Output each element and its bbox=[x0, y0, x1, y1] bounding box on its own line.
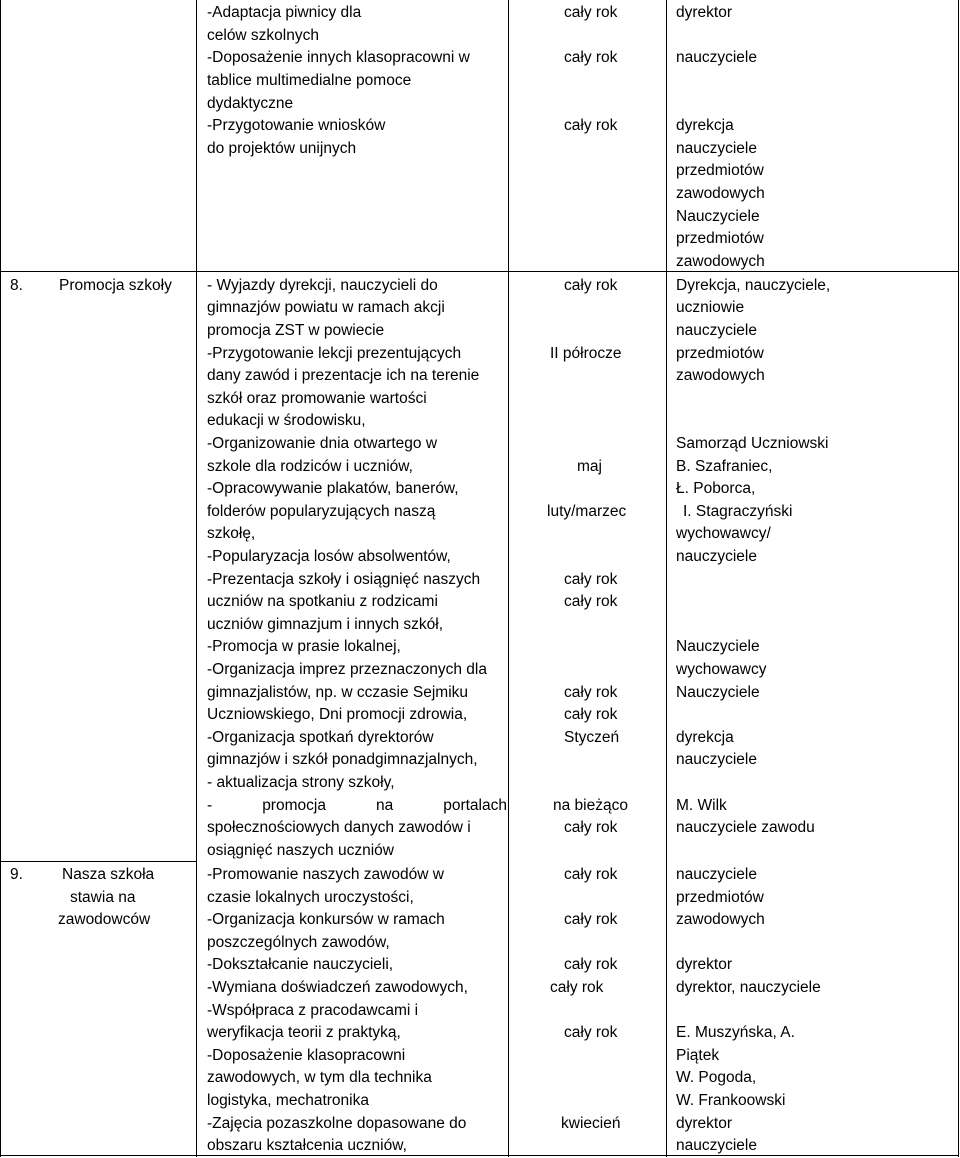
responsible-entry: Ł. Poborca, bbox=[676, 480, 756, 497]
justified-word: promocja bbox=[262, 797, 326, 814]
activity-line: szkole dla rodziców i uczniów, bbox=[207, 458, 413, 475]
activity-line: -Współpraca z pracodawcami i bbox=[207, 1002, 419, 1019]
activity-line: -Promowanie naszych zawodów w bbox=[207, 866, 444, 883]
responsible-entry: przedmiotów bbox=[676, 889, 764, 906]
activity-line: -Wymiana doświadczeń zawodowych, bbox=[207, 979, 468, 996]
activity-line: uczniów na spotkaniu z rodzicami bbox=[207, 593, 438, 610]
responsible-entry: dyrekcja bbox=[676, 729, 734, 746]
responsible-entry: zawodowych bbox=[676, 253, 765, 270]
activity-line: gimnazjalistów, np. w cczasie Sejmiku bbox=[207, 684, 469, 701]
activity-line: -Doposażenie klasopracowni bbox=[207, 1047, 406, 1064]
responsible-entry: W. Frankoowski bbox=[676, 1092, 786, 1109]
responsible-entry: przedmiotów bbox=[676, 345, 764, 362]
schedule-entry: cały rok bbox=[564, 866, 618, 883]
activity-line: czasie lokalnych uroczystości, bbox=[207, 889, 414, 906]
responsible-entry: zawodowych bbox=[676, 185, 765, 202]
activity-line: weryfikacja teorii z praktyką, bbox=[207, 1024, 401, 1041]
activity-line: -Opracowywanie plakatów, banerów, bbox=[207, 480, 459, 497]
responsible-entry: B. Szafraniec, bbox=[676, 458, 773, 475]
responsible-entry: W. Pogoda, bbox=[676, 1069, 757, 1086]
schedule-entry: cały rok bbox=[564, 956, 618, 973]
table-border-right bbox=[958, 0, 959, 1157]
row-divider-8 bbox=[0, 271, 959, 272]
schedule-entry: cały rok bbox=[564, 706, 618, 723]
responsible-entry: dyrektor bbox=[676, 1115, 732, 1132]
activity-line: tablice multimedialne pomoce bbox=[207, 72, 412, 89]
responsible-entry: M. Wilk bbox=[676, 797, 727, 814]
column-divider-2 bbox=[508, 0, 509, 1157]
activity-line: do projektów unijnych bbox=[207, 140, 357, 157]
responsible-entry: zawodowych bbox=[676, 367, 765, 384]
responsible-entry: nauczyciele bbox=[676, 866, 757, 883]
activity-line: -Adaptacja piwnicy dla bbox=[207, 4, 362, 21]
activity-line: poszczególnych zawodów, bbox=[207, 934, 390, 951]
activity-line: -Dokształcanie nauczycieli, bbox=[207, 956, 394, 973]
responsible-entry: nauczyciele bbox=[676, 548, 757, 565]
row-divider-9 bbox=[0, 861, 197, 862]
activity-line: -Popularyzacja losów absolwentów, bbox=[207, 548, 451, 565]
activity-line: edukacji w środowisku, bbox=[207, 412, 366, 429]
activity-line: - aktualizacja strony szkoły, bbox=[207, 774, 395, 791]
activity-line: -Organizacja imprez przeznaczonych dla bbox=[207, 661, 487, 678]
responsible-entry: nauczyciele bbox=[676, 322, 757, 339]
row-9-title-line: zawodowców bbox=[58, 911, 151, 928]
responsible-entry: wychowawcy/ bbox=[676, 525, 771, 542]
activity-line: szkół oraz promowanie wartości bbox=[207, 390, 427, 407]
activity-line: -Organizacja konkursów w ramach bbox=[207, 911, 445, 928]
activity-line: -Prezentacja szkoły i osiągnięć naszych bbox=[207, 571, 481, 588]
schedule-entry: cały rok bbox=[564, 49, 618, 66]
activity-line: szkołę, bbox=[207, 525, 256, 542]
justified-word: - bbox=[207, 797, 213, 814]
schedule-entry: Styczeń bbox=[564, 729, 620, 746]
activity-line: -Przygotowanie wniosków bbox=[207, 117, 386, 134]
responsible-entry: przedmiotów bbox=[676, 162, 764, 179]
justified-word: portalach bbox=[443, 797, 507, 814]
activity-line: -Doposażenie innych klasopracowni w bbox=[207, 49, 470, 66]
responsible-entry: dyrektor bbox=[676, 4, 732, 21]
responsible-entry: Nauczyciele bbox=[676, 208, 760, 225]
schedule-entry: maj bbox=[577, 458, 602, 475]
justified-word: na bbox=[375, 797, 394, 814]
responsible-entry: przedmiotów bbox=[676, 230, 764, 247]
responsible-entry: wychowawcy bbox=[676, 661, 767, 678]
responsible-entry: nauczyciele zawodu bbox=[676, 819, 815, 836]
responsible-entry: Nauczyciele bbox=[676, 638, 760, 655]
schedule-entry: cały rok bbox=[564, 4, 618, 21]
responsible-entry: dyrekcja bbox=[676, 117, 734, 134]
column-divider-3 bbox=[666, 0, 667, 1157]
schedule-entry: cały rok bbox=[564, 571, 618, 588]
schedule-entry: cały rok bbox=[564, 684, 618, 701]
schedule-entry: luty/marzec bbox=[547, 503, 627, 520]
schedule-entry: cały rok bbox=[550, 979, 604, 996]
schedule-entry: cały rok bbox=[564, 819, 618, 836]
activity-line: zawodowych, w tym dla technika bbox=[207, 1069, 432, 1086]
column-divider-1 bbox=[196, 0, 197, 1157]
responsible-entry: uczniowie bbox=[676, 299, 745, 316]
row-9-number: 9. bbox=[10, 866, 23, 883]
activity-line: obszaru kształcenia uczniów, bbox=[207, 1137, 407, 1154]
activity-line: Uczniowskiego, Dni promocji zdrowia, bbox=[207, 706, 468, 723]
activity-line: społecznościowych danych zawodów i bbox=[207, 819, 471, 836]
schedule-entry: cały rok bbox=[564, 277, 618, 294]
activity-line: -Przygotowanie lekcji prezentujących bbox=[207, 345, 462, 362]
activity-line: logistyka, mechatronika bbox=[207, 1092, 369, 1109]
schedule-entry: II półrocze bbox=[550, 345, 622, 362]
responsible-entry: Nauczyciele bbox=[676, 684, 760, 701]
activity-line: uczniów gimnazjum i innych szkół, bbox=[207, 616, 444, 633]
responsible-entry: nauczyciele bbox=[676, 1137, 757, 1154]
table-border-left bbox=[0, 0, 1, 1157]
responsible-entry: Piątek bbox=[676, 1047, 720, 1064]
activity-line: gimnazjów powiatu w ramach akcji bbox=[207, 299, 445, 316]
activity-line-justified bbox=[207, 795, 507, 818]
activity-line: -Organizacja spotkań dyrektorów bbox=[207, 729, 434, 746]
activity-line: - Wyjazdy dyrekcji, nauczycieli do bbox=[207, 277, 438, 294]
activity-line: celów szkolnych bbox=[207, 27, 319, 44]
schedule-entry: cały rok bbox=[564, 117, 618, 134]
responsible-entry: nauczyciele bbox=[676, 140, 757, 157]
table-border-bottom bbox=[0, 1155, 959, 1156]
responsible-entry: I. Stagraczyński bbox=[683, 503, 793, 520]
responsible-entry: dyrektor, nauczyciele bbox=[676, 979, 821, 996]
activity-line: osiągnięć naszych uczniów bbox=[207, 842, 394, 859]
schedule-entry: cały rok bbox=[564, 593, 618, 610]
schedule-entry: cały rok bbox=[564, 911, 618, 928]
row-9-title-line: Nasza szkoła bbox=[62, 866, 155, 883]
schedule-entry: na bieżąco bbox=[553, 797, 628, 814]
row-8-title: Promocja szkoły bbox=[59, 277, 172, 294]
activity-line: -Promocja w prasie lokalnej, bbox=[207, 638, 401, 655]
row-8-number: 8. bbox=[10, 277, 23, 294]
activity-line: gimnazjów i szkół ponadgimnazjalnych, bbox=[207, 751, 478, 768]
activity-line: -Zajęcia pozaszkolne dopasowane do bbox=[207, 1115, 467, 1132]
activity-line: folderów popularyzujących naszą bbox=[207, 503, 436, 520]
activity-line: dydaktyczne bbox=[207, 95, 294, 112]
activity-line: -Organizowanie dnia otwartego w bbox=[207, 435, 438, 452]
responsible-entry: Samorząd Uczniowski bbox=[676, 435, 829, 452]
activity-line: dany zawód i prezentacje ich na terenie bbox=[207, 367, 480, 384]
activity-line: promocja ZST w powiecie bbox=[207, 322, 385, 339]
responsible-entry: Dyrekcja, nauczyciele, bbox=[676, 277, 831, 294]
responsible-entry: E. Muszyńska, A. bbox=[676, 1024, 795, 1041]
responsible-entry: zawodowych bbox=[676, 911, 765, 928]
responsible-entry: nauczyciele bbox=[676, 49, 757, 66]
schedule-entry: cały rok bbox=[564, 1024, 618, 1041]
responsible-entry: dyrektor bbox=[676, 956, 732, 973]
schedule-entry: kwiecień bbox=[561, 1115, 621, 1132]
responsible-entry: nauczyciele bbox=[676, 751, 757, 768]
row-9-title-line: stawia na bbox=[70, 889, 136, 906]
